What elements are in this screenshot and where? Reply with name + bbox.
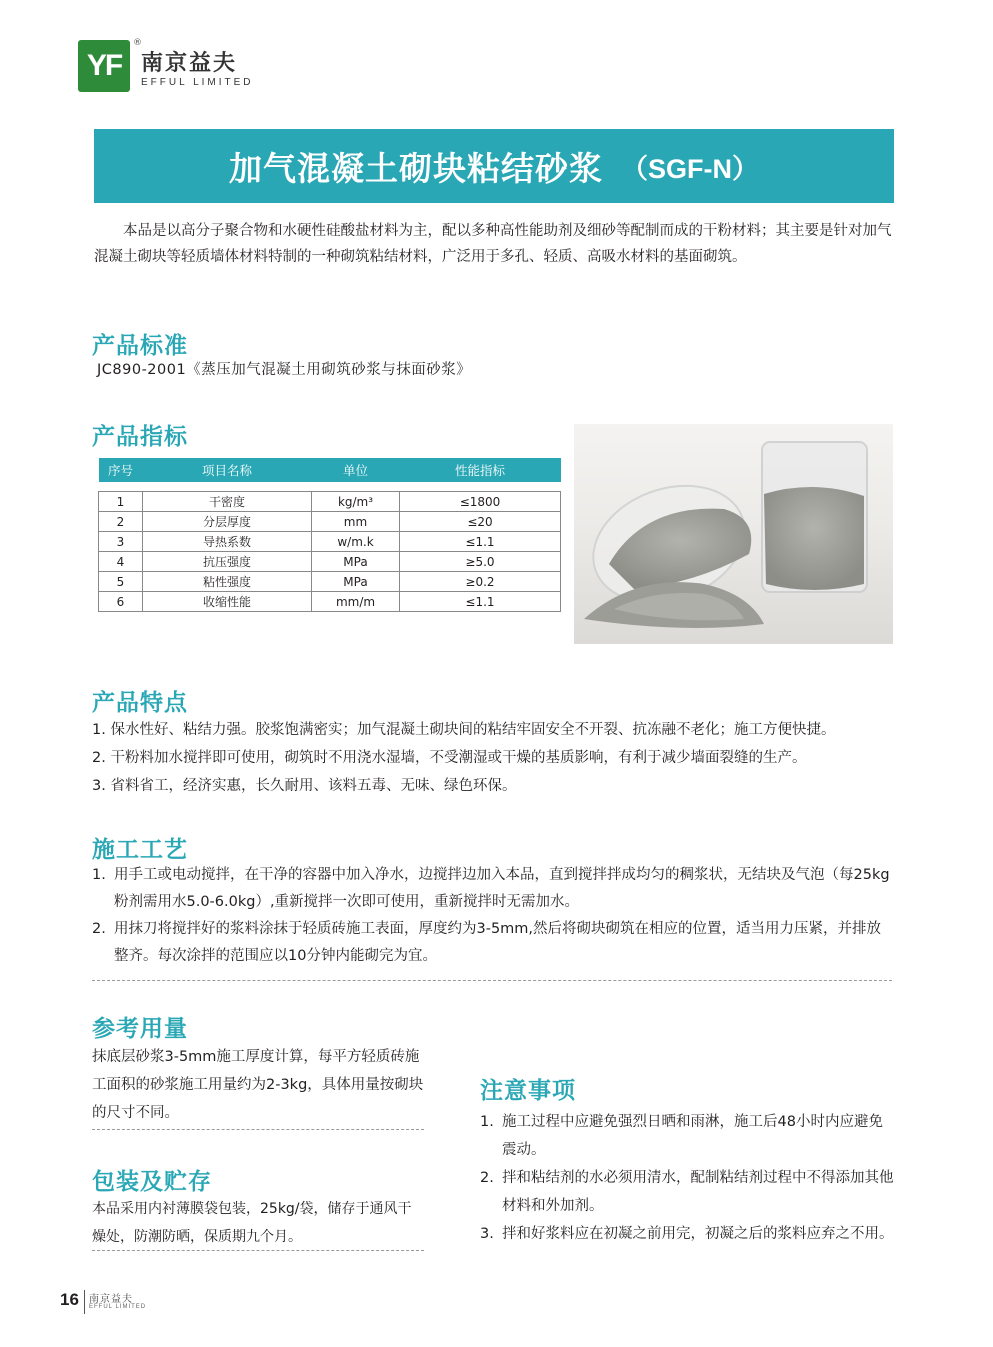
list-text: 用手工或电动搅拌，在干净的容器中加入净水，边搅拌边加入本品，直到搅拌拌成均匀的稠浆状，无结块及气泡（每25kg粉剂需用水5.0-6.0kg）,重新搅拌一次即可使用，重新搅拌时无需加水。 (114, 867, 890, 910)
cell-no: 3 (99, 532, 143, 552)
list-item (480, 1164, 895, 1220)
cell-no: 1 (99, 492, 143, 512)
cell-value: ≤20 (400, 512, 561, 532)
col-unit: 单位 (312, 458, 400, 482)
standard-text: JC890-2001《蒸压加气混凝土用砌筑砂浆与抹面砂浆》 (97, 362, 472, 378)
page-title: 加气混凝土砌块粘结砂浆 (229, 148, 603, 188)
title-banner (94, 129, 894, 203)
spec-table (98, 458, 561, 612)
list-item (480, 1108, 895, 1164)
packaging-heading: 包装及贮存 (92, 1169, 212, 1195)
cell-name: 抗压强度 (143, 552, 312, 572)
footer-company-cn: 南京益夫 (89, 1294, 133, 1305)
table-header-row (99, 458, 561, 482)
list-item (480, 1220, 895, 1248)
notes-list (480, 1108, 895, 1248)
cell-value: ≤1.1 (400, 592, 561, 612)
list-item: 2. 干粉料加水搅拌即可使用，砌筑时不用浇水湿墙，不受潮湿或干燥的基质影响，有利于减少墙面裂缝的生产。 (92, 750, 807, 766)
cell-unit: mm (312, 512, 400, 532)
cell-unit: MPa (312, 572, 400, 592)
list-text: 用抹刀将搅拌好的浆料涂抹于轻质砖施工表面，厚度约为3-5mm,然后将砌块砌筑在相应的位置，适当用力压紧，并排放整齐。每次涂拌的范围应以10分钟内能砌完为宜。 (114, 921, 882, 964)
list-number: 2. (92, 921, 106, 937)
cell-name: 粘性强度 (143, 572, 312, 592)
col-name: 项目名称 (143, 458, 312, 482)
col-no: 序号 (99, 458, 143, 482)
company-name-en: EFFUL LIMITED (141, 77, 254, 88)
product-photo (574, 424, 893, 644)
list-text: 施工过程中应避免强烈日晒和雨淋，施工后48小时内应避免震动。 (502, 1114, 883, 1158)
list-text: 拌和好浆料应在初凝之前用完，初凝之后的浆料应弃之不用。 (502, 1226, 894, 1242)
table-row (99, 532, 561, 552)
cell-name: 导热系数 (143, 532, 312, 552)
list-item (92, 862, 892, 916)
cell-unit: MPa (312, 552, 400, 572)
divider (92, 980, 892, 981)
indicators-heading: 产品指标 (92, 424, 188, 450)
table-row (99, 592, 561, 612)
cell-unit: mm/m (312, 592, 400, 612)
table-row (99, 512, 561, 532)
cell-name: 干密度 (143, 492, 312, 512)
list-number: 1. (480, 1114, 494, 1130)
powder-beakers-illustration (574, 424, 893, 644)
cell-no: 4 (99, 552, 143, 572)
list-text: 拌和粘结剂的水必须用清水，配制粘结剂过程中不得添加其他材料和外加剂。 (502, 1170, 894, 1214)
cell-no: 5 (99, 572, 143, 592)
footer-company-en: EFFUL LIMITED (89, 1304, 147, 1310)
list-item: 1. 保水性好、粘结力强。胶浆饱满密实；加气混凝土砌块间的粘结牢固安全不开裂、抗冻融不老化；施工方便快捷。 (92, 722, 836, 738)
page-number: 16 (60, 1290, 79, 1309)
intro-paragraph: 本品是以高分子聚合物和水硬性硅酸盐材料为主，配以多种高性能助剂及细砂等配制而成的干粉材料；其主要是针对加气混凝土砌块等轻质墙体材料特制的一种砌筑粘结材料，广泛用于多孔、轻质、高吸水材料的基面砌筑。 (94, 223, 892, 265)
usage-heading: 参考用量 (92, 1016, 188, 1042)
list-item: 3. 省料省工，经济实惠，长久耐用、该料五毒、无味、绿色环保。 (92, 778, 517, 794)
cell-value: ≥5.0 (400, 552, 561, 572)
list-number: 1. (92, 867, 106, 883)
cell-no: 2 (99, 512, 143, 532)
list-number: 2. (480, 1170, 494, 1186)
usage-text: 抹底层砂浆3-5mm施工厚度计算，每平方轻质砖施工面积的砂浆施工用量约为2-3kg，具体用量按砌块的尺寸不同。 (92, 1049, 424, 1121)
features-list (92, 716, 912, 800)
footer-divider (84, 1290, 85, 1314)
company-logo-icon: YF (78, 40, 130, 92)
list-number: 3. (480, 1226, 494, 1242)
notes-heading: 注意事项 (480, 1078, 576, 1104)
divider (92, 1250, 424, 1251)
cell-name: 分层厚度 (143, 512, 312, 532)
company-name-cn: 南京益夫 (141, 51, 238, 76)
features-heading: 产品特点 (92, 690, 188, 716)
cell-unit: w/m.k (312, 532, 400, 552)
cell-value: ≤1.1 (400, 532, 561, 552)
process-heading: 施工工艺 (92, 837, 188, 863)
product-code: （SGF-N） (621, 153, 759, 184)
divider (92, 1129, 424, 1130)
table-row (99, 552, 561, 572)
cell-value: ≤1800 (400, 492, 561, 512)
cell-unit: kg/m³ (312, 492, 400, 512)
packaging-text: 本品采用内衬薄膜袋包装，25kg/袋，储存于通风干燥处，防潮防晒，保质期九个月。 (92, 1201, 412, 1245)
list-item (92, 916, 892, 970)
standard-heading: 产品标准 (92, 333, 188, 359)
cell-name: 收缩性能 (143, 592, 312, 612)
table-row (99, 492, 561, 512)
cell-value: ≥0.2 (400, 572, 561, 592)
col-value: 性能指标 (400, 458, 561, 482)
table-row (99, 572, 561, 592)
cell-no: 6 (99, 592, 143, 612)
registered-mark: ® (133, 38, 142, 48)
process-list (92, 862, 892, 970)
